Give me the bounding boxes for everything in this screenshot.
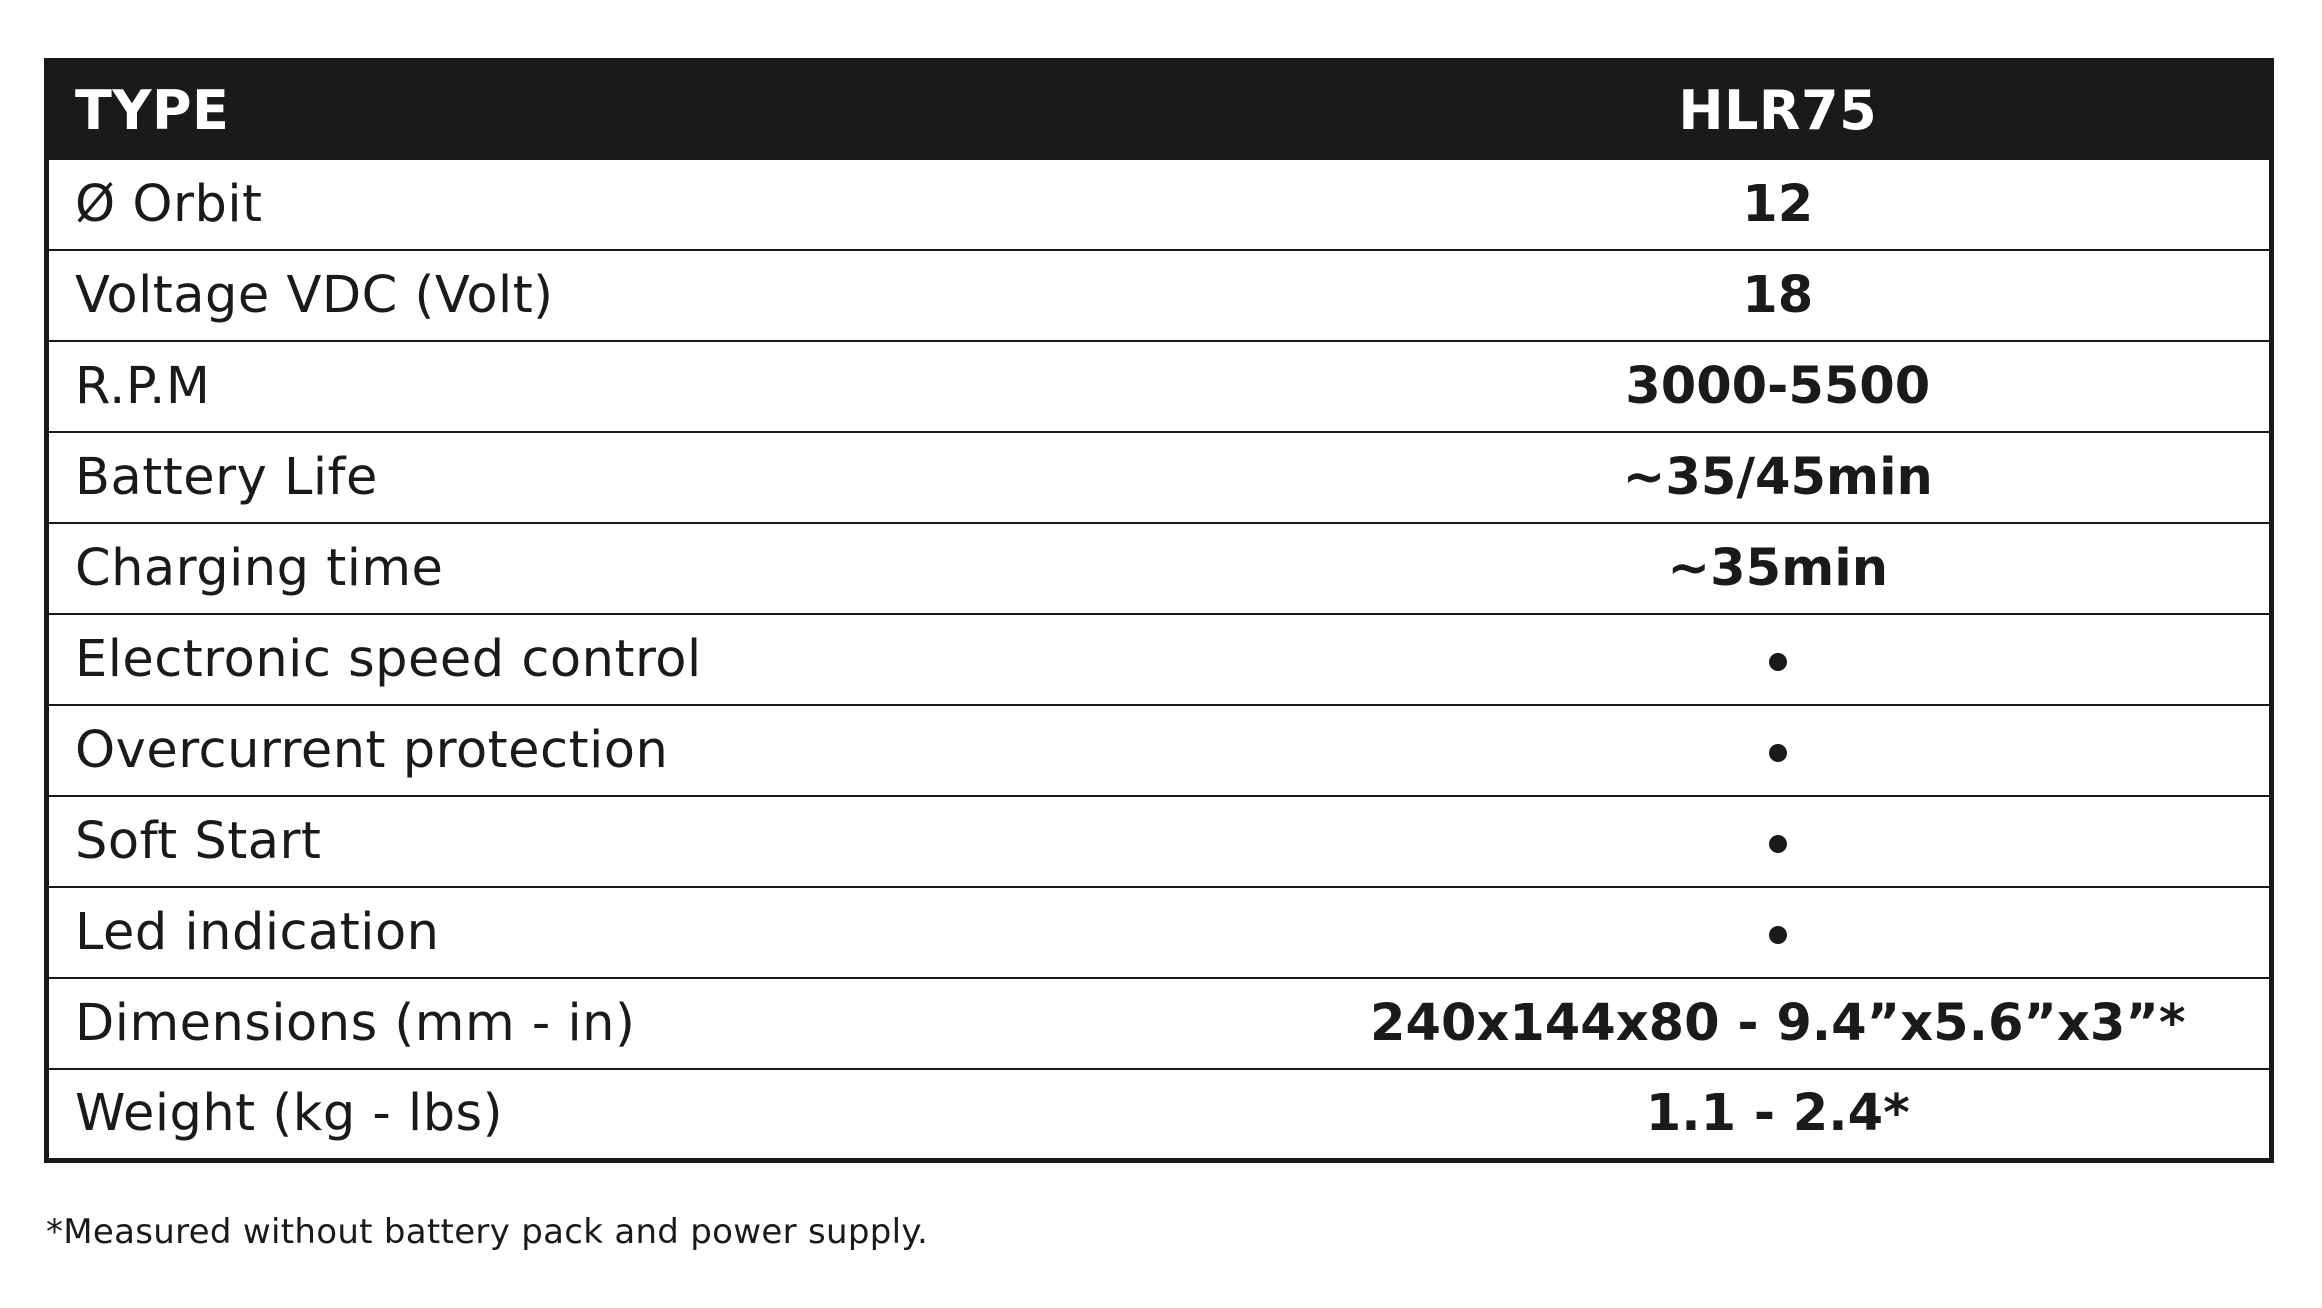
- header-model-label: HLR75: [1307, 61, 2272, 160]
- spec-label: Dimensions (mm - in): [47, 978, 1307, 1069]
- header-row: [47, 61, 2272, 160]
- spec-label: Battery Life: [47, 432, 1307, 523]
- bullet-dot-icon: [1769, 744, 1787, 762]
- spec-table: [44, 58, 2274, 1163]
- spec-label: Charging time: [47, 523, 1307, 614]
- spec-label: R.P.M: [47, 341, 1307, 432]
- spec-label: Overcurrent protection: [47, 705, 1307, 796]
- spec-label: Weight (kg - lbs): [47, 1069, 1307, 1160]
- spec-value: ~35min: [1307, 523, 2272, 614]
- feature-included-cell: [1307, 887, 2272, 978]
- spec-value: 3000-5500: [1307, 341, 2272, 432]
- spec-value: 18: [1307, 250, 2272, 341]
- footnote: *Measured without battery pack and power supply.: [46, 1212, 929, 1252]
- spec-label: Soft Start: [47, 796, 1307, 887]
- table-row: [47, 250, 2272, 341]
- bullet-dot-icon: [1769, 835, 1787, 853]
- bullet-dot-icon: [1769, 653, 1787, 671]
- table-row: [47, 432, 2272, 523]
- header-type-label: TYPE: [47, 61, 1307, 160]
- table-row: [47, 614, 2272, 705]
- spec-value: 12: [1307, 159, 2272, 250]
- table-row: [47, 159, 2272, 250]
- spec-table-body: [47, 159, 2272, 1160]
- table-row: [47, 705, 2272, 796]
- feature-included-cell: [1307, 614, 2272, 705]
- spec-label: Ø Orbit: [47, 159, 1307, 250]
- feature-included-cell: [1307, 796, 2272, 887]
- table-row: [47, 796, 2272, 887]
- spec-label: Led indication: [47, 887, 1307, 978]
- table-row: [47, 887, 2272, 978]
- spec-label: Voltage VDC (Volt): [47, 250, 1307, 341]
- spec-label: Electronic speed control: [47, 614, 1307, 705]
- spec-value: 240x144x80 - 9.4”x5.6”x3”*: [1307, 978, 2272, 1069]
- feature-included-cell: [1307, 705, 2272, 796]
- table-row: [47, 978, 2272, 1069]
- spec-value: ~35/45min: [1307, 432, 2272, 523]
- spec-value: 1.1 - 2.4*: [1307, 1069, 2272, 1160]
- table-row: [47, 341, 2272, 432]
- table-row: [47, 523, 2272, 614]
- table-row: [47, 1069, 2272, 1160]
- bullet-dot-icon: [1769, 926, 1787, 944]
